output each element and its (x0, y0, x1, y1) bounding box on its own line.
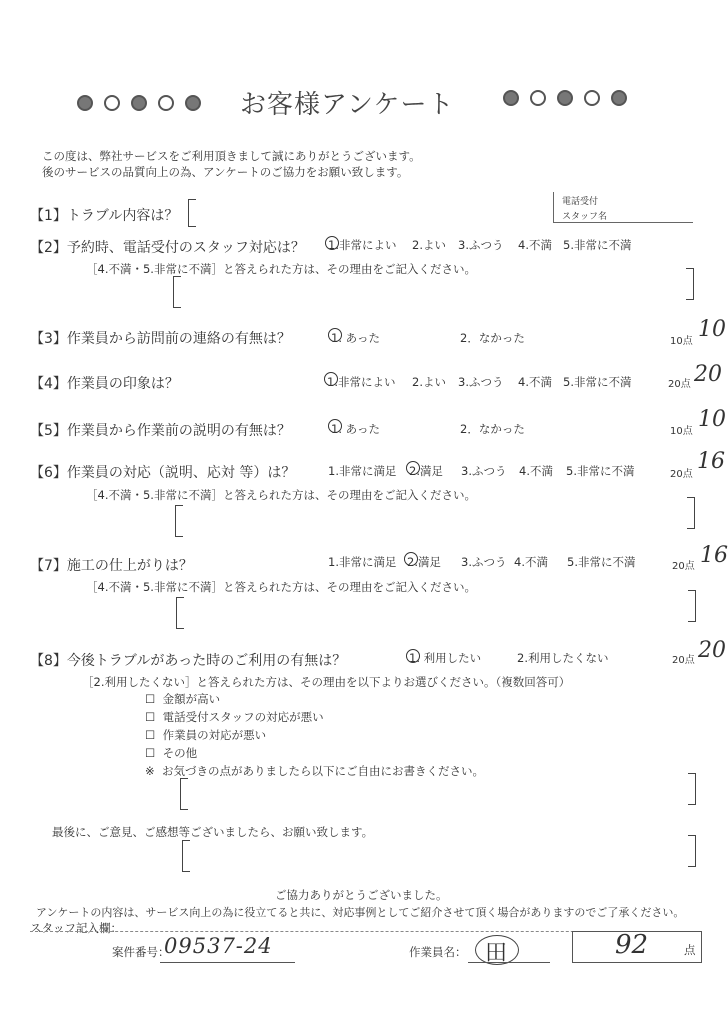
q1-answer-field[interactable] (188, 199, 196, 227)
q4-option-4[interactable]: 4.不満 (518, 375, 552, 389)
q7-option-1[interactable]: 1.非常に満足 (328, 555, 397, 569)
checkbox-icon: ☐ (145, 728, 156, 742)
q6-label: 【6】作業員の対応（説明、応対 等）は？ (30, 465, 296, 481)
q3-option-2[interactable]: 2．なかった (460, 331, 525, 345)
decor-dot-icon (104, 95, 120, 111)
q2-label: 【2】予約時、電話受付のスタッフ対応は？ (30, 240, 305, 256)
q2-reason-field-right (686, 268, 694, 300)
q2-option-2[interactable]: 2.よい (412, 238, 446, 252)
checkbox-label: 金額が高い (162, 692, 221, 706)
q2-option-5[interactable]: 5.非常に不満 (563, 238, 632, 252)
staff-box-border (553, 192, 557, 222)
q6-option-5[interactable]: 5.非常に不満 (566, 464, 635, 478)
q8-comment-field-left[interactable] (180, 778, 188, 810)
case-number-value: 09537-24 (164, 934, 273, 958)
q8-score: 20 (698, 638, 726, 663)
q6-reason-field-right (687, 497, 695, 529)
q5-option-2[interactable]: 2．なかった (460, 422, 525, 436)
q6-option-4[interactable]: 4.不満 (519, 464, 553, 478)
case-number-label: 案件番号： (112, 945, 170, 959)
q8-points: 20点 (672, 655, 695, 666)
page-title: お客様アンケート (240, 90, 455, 120)
staff-box-line2: スタッフ名 (562, 212, 608, 222)
decor-dot-icon (131, 95, 147, 111)
q7-option-2[interactable]: 2.満足 (407, 555, 441, 569)
final-label: 最後に、ご意見、ご感想等ございましたら、お願い致します。 (52, 825, 374, 839)
q3-points: 10点 (670, 336, 693, 347)
q6-option-3[interactable]: 3.ふつう (461, 464, 507, 478)
checkbox-other[interactable] (145, 745, 197, 761)
q6-reason-field-left[interactable] (175, 505, 183, 537)
q6-option-2[interactable]: 2.満足 (409, 464, 443, 478)
decor-dot-icon (77, 95, 93, 111)
note-text: お気づきの点がありましたら以下にご自由にお書きください。 (161, 764, 484, 778)
decor-dot-icon (557, 90, 573, 106)
decor-dot-icon (611, 90, 627, 106)
q7-reason-field-right (688, 590, 696, 622)
worker-name-value: 田 (485, 941, 508, 966)
checkbox-label: 作業員の対応が悪い (162, 728, 267, 742)
q7-reason-field-left[interactable] (176, 597, 184, 629)
q7-label: 【7】施工の仕上がりは？ (30, 558, 193, 574)
checkbox-reception-staff[interactable] (145, 709, 324, 725)
case-number-underline (160, 962, 295, 963)
q6-points: 20点 (670, 469, 693, 480)
checkbox-icon: ☐ (145, 710, 156, 724)
q8-note (145, 763, 484, 779)
checkbox-label: その他 (162, 746, 198, 760)
q8-label: 【8】今後トラブルがあった時のご利用の有無は？ (30, 653, 347, 669)
footer-thanks: ご協力ありがとうございました。 (275, 888, 448, 902)
worker-name-underline (468, 962, 550, 963)
worker-name-label: 作業員名： (409, 945, 467, 959)
q5-points: 10点 (670, 426, 693, 437)
q6-option-1[interactable]: 1.非常に満足 (328, 464, 397, 478)
q4-score: 20 (694, 362, 722, 387)
total-score-unit: 点 (684, 943, 696, 957)
q5-option-1[interactable]: 1. あった (331, 422, 381, 436)
q4-label: 【4】作業員の印象は？ (30, 376, 179, 392)
q3-score: 10 (698, 317, 726, 342)
decor-dot-icon (185, 95, 201, 111)
final-comment-field-left[interactable] (182, 840, 190, 872)
footer-notice: アンケートの内容は、サービス向上の為に役立てると共に、対応事例としてご紹介させて頂く場合がありますのでご了承ください。 (36, 906, 685, 919)
q1-label: 【1】トラブル内容は？ (30, 208, 179, 224)
checkbox-icon: ☐ (145, 692, 156, 706)
q4-option-2[interactable]: 2.よい (412, 375, 446, 389)
q4-points: 20点 (668, 379, 691, 390)
intro-line-1: この度は、弊社サービスをご利用頂きまして誠にありがとうございます。 (42, 149, 421, 163)
q2-option-4[interactable]: 4.不満 (518, 238, 552, 252)
checkbox-label: 電話受付スタッフの対応が悪い (162, 710, 324, 724)
q3-label: 【3】作業員から訪問前の連絡の有無は？ (30, 331, 291, 347)
total-score-value: 92 (615, 930, 649, 960)
q6-score: 16 (697, 449, 725, 474)
checkbox-icon: ☐ (145, 746, 156, 760)
checkbox-high-price[interactable] (145, 691, 220, 707)
checkbox-worker[interactable] (145, 727, 266, 743)
q7-option-5[interactable]: 5.非常に不満 (567, 555, 636, 569)
intro-line-2: 後のサービスの品質向上の為、アンケートのご協力をお願い致します。 (42, 165, 409, 179)
decor-dot-icon (530, 90, 546, 106)
q5-label: 【5】作業員から作業前の説明の有無は？ (30, 423, 291, 439)
q7-option-3[interactable]: 3.ふつう (461, 555, 507, 569)
q8-option-1[interactable]: 1. 利用したい (409, 651, 482, 665)
decor-dot-icon (584, 90, 600, 106)
q4-option-3[interactable]: 3.ふつう (458, 375, 504, 389)
q8-option-2[interactable]: 2.利用したくない (517, 651, 609, 665)
q7-reason-prompt: ［4.不満・5.非常に不満］と答えられた方は、その理由をご記入ください。 (86, 580, 476, 594)
q2-option-3[interactable]: 3.ふつう (458, 238, 504, 252)
q4-option-5[interactable]: 5.非常に不満 (563, 375, 632, 389)
final-comment-field-right (688, 835, 696, 867)
q7-option-4[interactable]: 4.不満 (514, 555, 548, 569)
q4-option-1[interactable]: 1.非常によい (327, 375, 396, 389)
decor-dot-icon (158, 95, 174, 111)
q6-reason-prompt: ［4.不満・5.非常に不満］と答えられた方は、その理由をご記入ください。 (86, 488, 476, 502)
q2-reason-prompt: ［4.不満・5.非常に不満］と答えられた方は、その理由をご記入ください。 (86, 262, 476, 276)
q3-option-1[interactable]: 1. あった (331, 331, 381, 345)
decor-dot-icon (503, 90, 519, 106)
q8-comment-field-right (688, 773, 696, 805)
q8-reason-prompt: ［2.利用したくない］と答えられた方は、その理由を以下よりお選びください。（複数回答可） (82, 675, 571, 689)
staff-section-label: スタッフ記入欄： (30, 921, 122, 935)
staff-box-line1: 電話受付 (562, 197, 599, 207)
note-mark-icon: ※ (145, 764, 155, 778)
q7-score: 16 (700, 543, 728, 568)
q2-reason-field-left[interactable] (173, 276, 181, 308)
q7-points: 20点 (672, 561, 695, 572)
q5-score: 10 (698, 407, 726, 432)
staff-box-underline (553, 222, 693, 223)
q2-option-1[interactable]: 1.非常によい (328, 238, 397, 252)
